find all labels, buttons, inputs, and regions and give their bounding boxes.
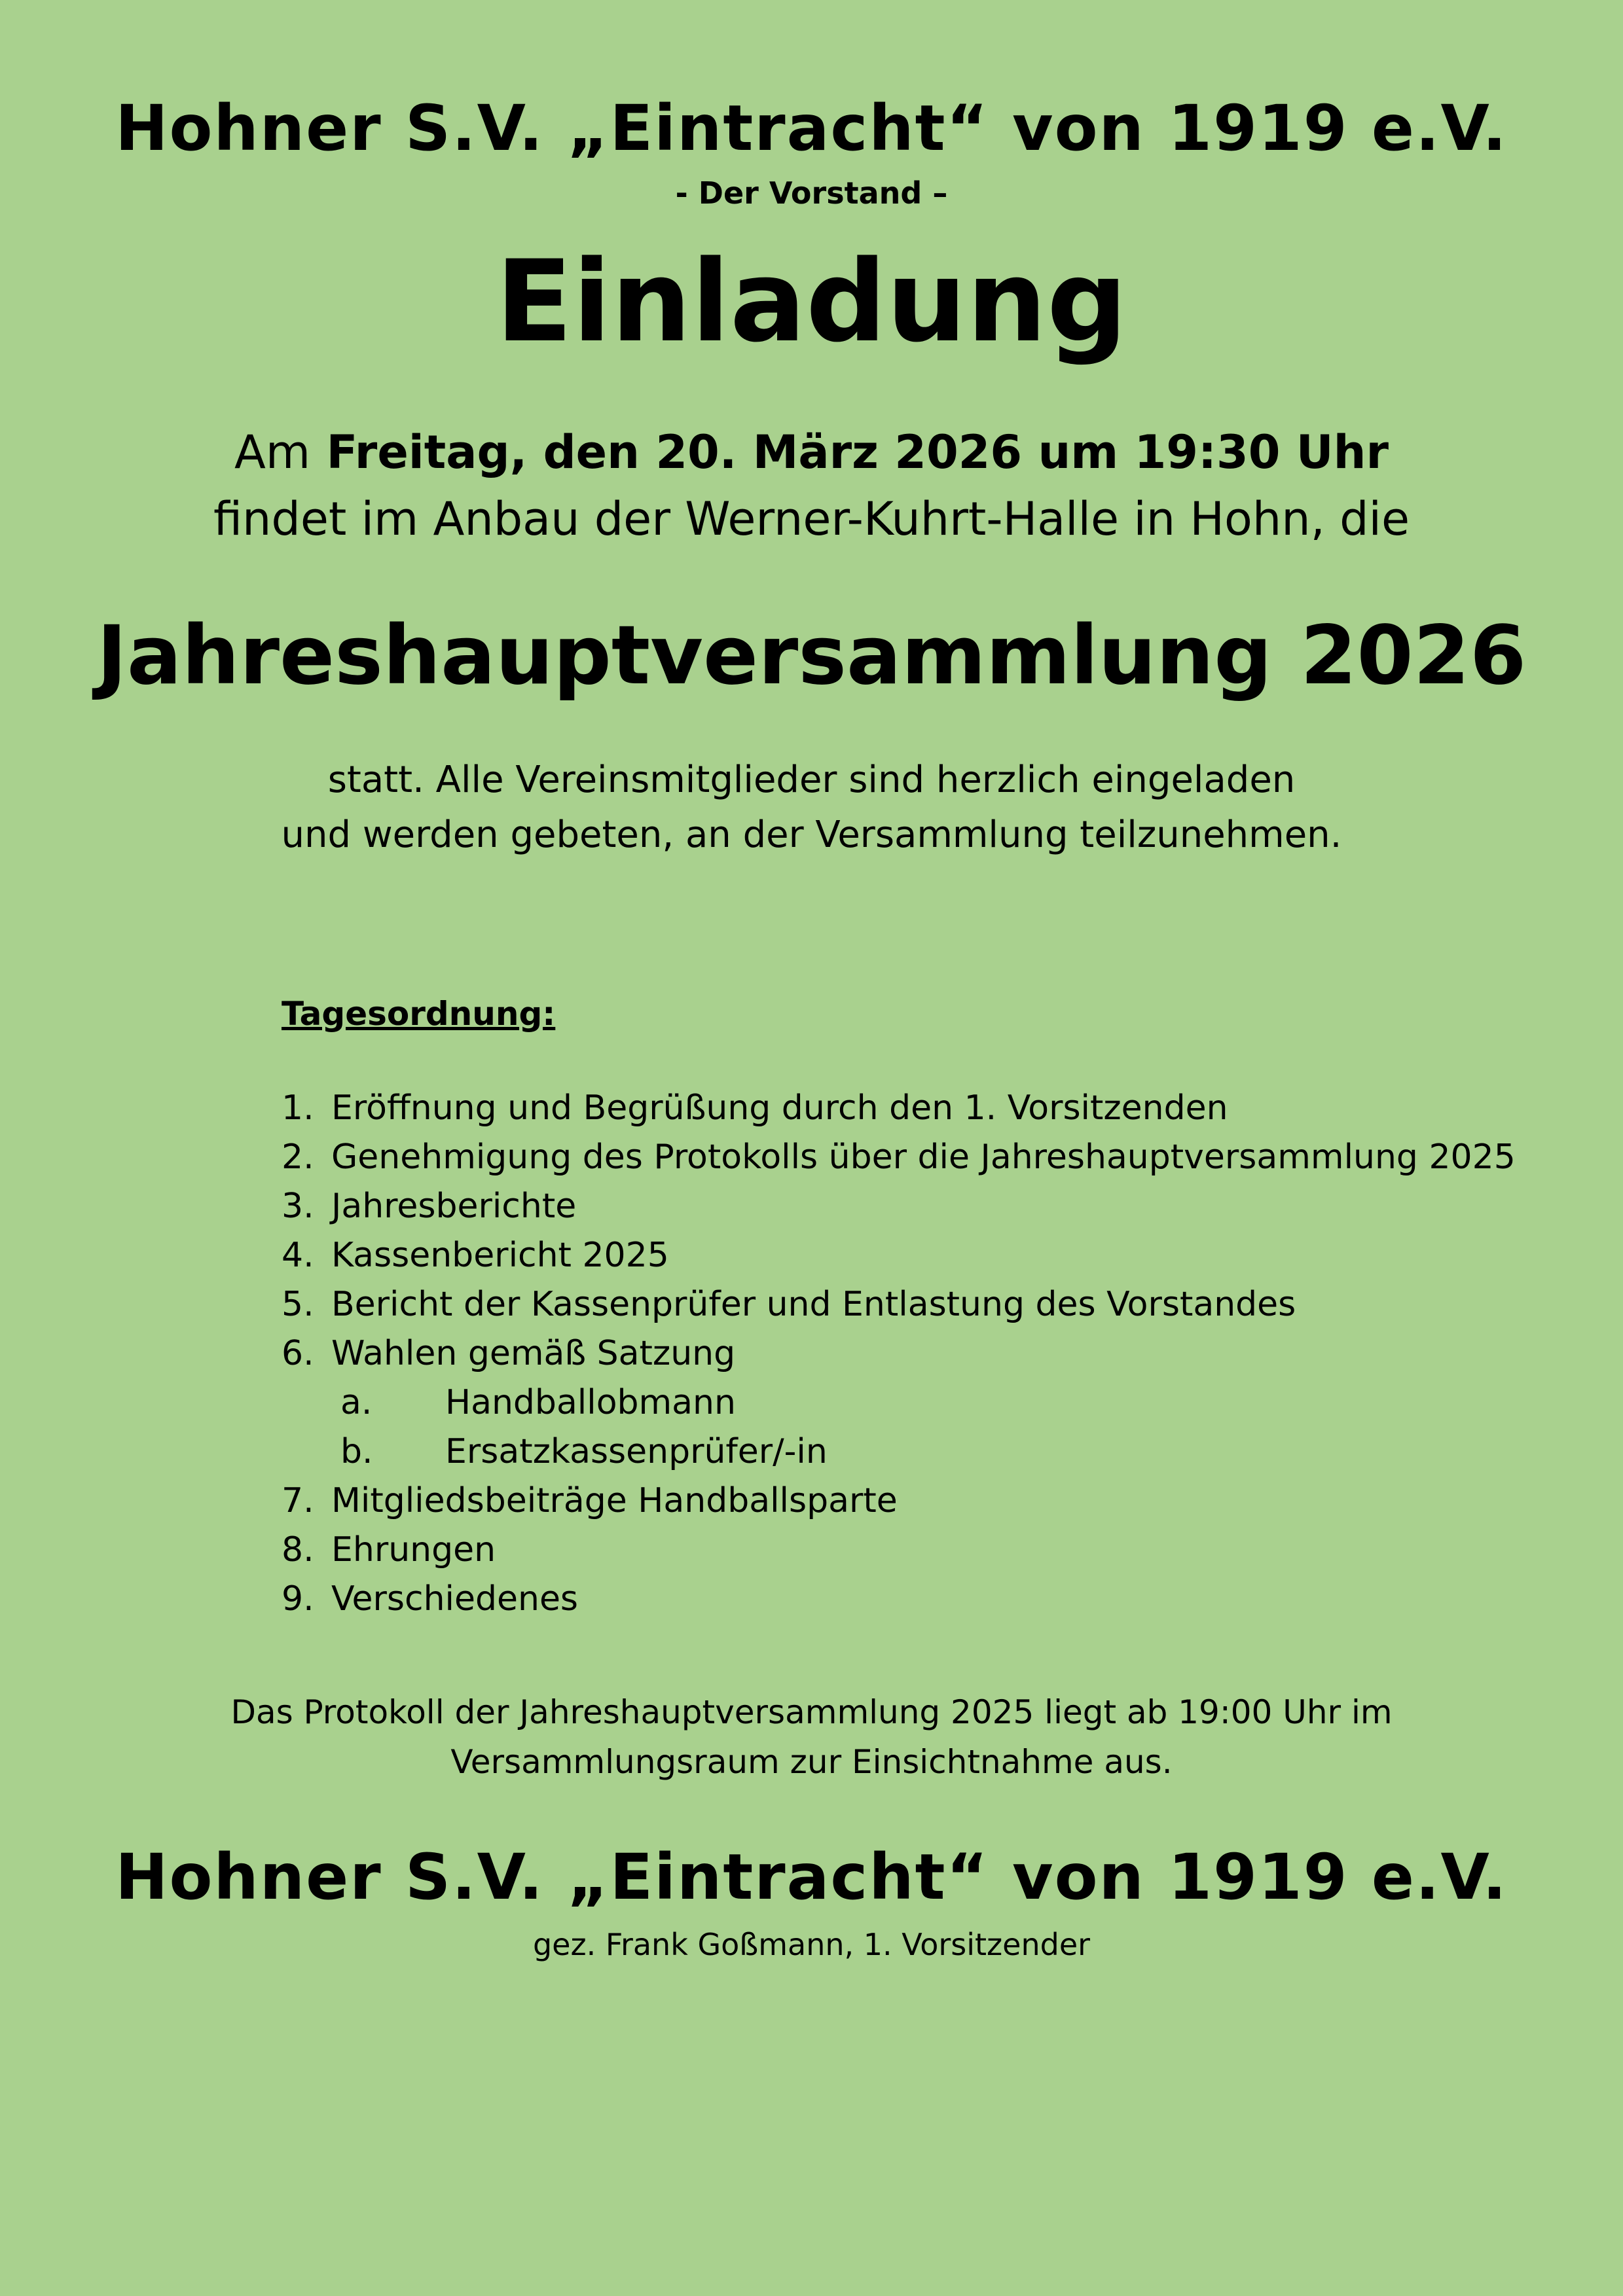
date-text: Freitag, den 20. März 2026 um 19:30 Uhr xyxy=(326,425,1389,479)
club-name-header: Hohner S.V. „Eintracht“ von 1919 e.V. xyxy=(115,92,1508,165)
board-subtitle: - Der Vorstand – xyxy=(675,175,948,211)
agenda-item-text: Bericht der Kassenprüfer und Entlastung des Vorstandes xyxy=(331,1285,1296,1324)
agenda-item xyxy=(282,1182,1525,1231)
agenda-heading: Tagesordnung: xyxy=(282,995,556,1033)
agenda-item-text: Wahlen gemäß Satzung xyxy=(331,1334,736,1373)
agenda-item xyxy=(282,1329,1525,1378)
agenda-item xyxy=(282,1477,1525,1526)
date-line xyxy=(0,425,1623,479)
page-title: Einladung xyxy=(495,236,1128,367)
event-title: Jahreshauptversammlung 2026 xyxy=(96,609,1527,703)
agenda-subitem xyxy=(282,1427,1525,1477)
agenda-subitem-letter: a. xyxy=(340,1383,373,1422)
agenda-item-number: 7. xyxy=(282,1481,314,1520)
agenda-item-number: 8. xyxy=(282,1530,314,1570)
agenda-item xyxy=(282,1526,1525,1575)
agenda-subitem-text: Ersatzkassenprüfer/-in xyxy=(445,1432,828,1471)
club-name-footer: Hohner S.V. „Eintracht“ von 1919 e.V. xyxy=(115,1840,1508,1914)
agenda-item-text: Eröffnung und Begrüßung durch den 1. Vorsitzenden xyxy=(331,1088,1228,1128)
signature: gez. Frank Goßmann, 1. Vorsitzender xyxy=(532,1927,1091,1962)
agenda-subitem xyxy=(282,1378,1525,1427)
agenda-item xyxy=(282,1280,1525,1329)
agenda-subitem-letter: b. xyxy=(340,1432,373,1471)
agenda-item xyxy=(282,1133,1525,1182)
date-prefix: Am xyxy=(234,425,311,479)
agenda-item-text: Jahresberichte xyxy=(331,1187,577,1226)
agenda-item-number: 5. xyxy=(282,1285,314,1324)
agenda-item-number: 6. xyxy=(282,1334,314,1373)
invite-text xyxy=(0,753,1623,863)
agenda-item-number: 2. xyxy=(282,1138,314,1177)
agenda-item-text: Kassenbericht 2025 xyxy=(331,1236,669,1275)
invite-text-line: und werden gebeten, an der Versammlung teilzunehmen. xyxy=(281,814,1342,856)
location-line: findet im Anbau der Werner-Kuhrt-Halle in Hohn, die xyxy=(213,492,1410,546)
agenda-item-number: 3. xyxy=(282,1187,314,1226)
protocol-note-line: Das Protokoll der Jahreshauptversammlung 2025 liegt ab 19:00 Uhr im xyxy=(230,1693,1393,1731)
agenda-item-text: Ehrungen xyxy=(331,1530,496,1570)
agenda-item xyxy=(282,1084,1525,1133)
protocol-note xyxy=(0,1687,1623,1787)
agenda-subitem-text: Handballobmann xyxy=(445,1383,736,1422)
protocol-note-line: Versammlungsraum zur Einsichtnahme aus. xyxy=(450,1743,1173,1781)
agenda xyxy=(282,995,1525,1624)
agenda-item xyxy=(282,1575,1525,1624)
agenda-item-number: 9. xyxy=(282,1579,314,1619)
agenda-item xyxy=(282,1231,1525,1280)
agenda-item-number: 4. xyxy=(282,1236,314,1275)
agenda-item-text: Mitgliedsbeiträge Handballsparte xyxy=(331,1481,898,1520)
invite-text-line: statt. Alle Vereinsmitglieder sind herzlich eingeladen xyxy=(327,759,1296,801)
agenda-item-text: Verschiedenes xyxy=(331,1579,579,1619)
agenda-item-text: Genehmigung des Protokolls über die Jahreshauptversammlung 2025 xyxy=(331,1138,1516,1177)
agenda-item-number: 1. xyxy=(282,1088,314,1128)
